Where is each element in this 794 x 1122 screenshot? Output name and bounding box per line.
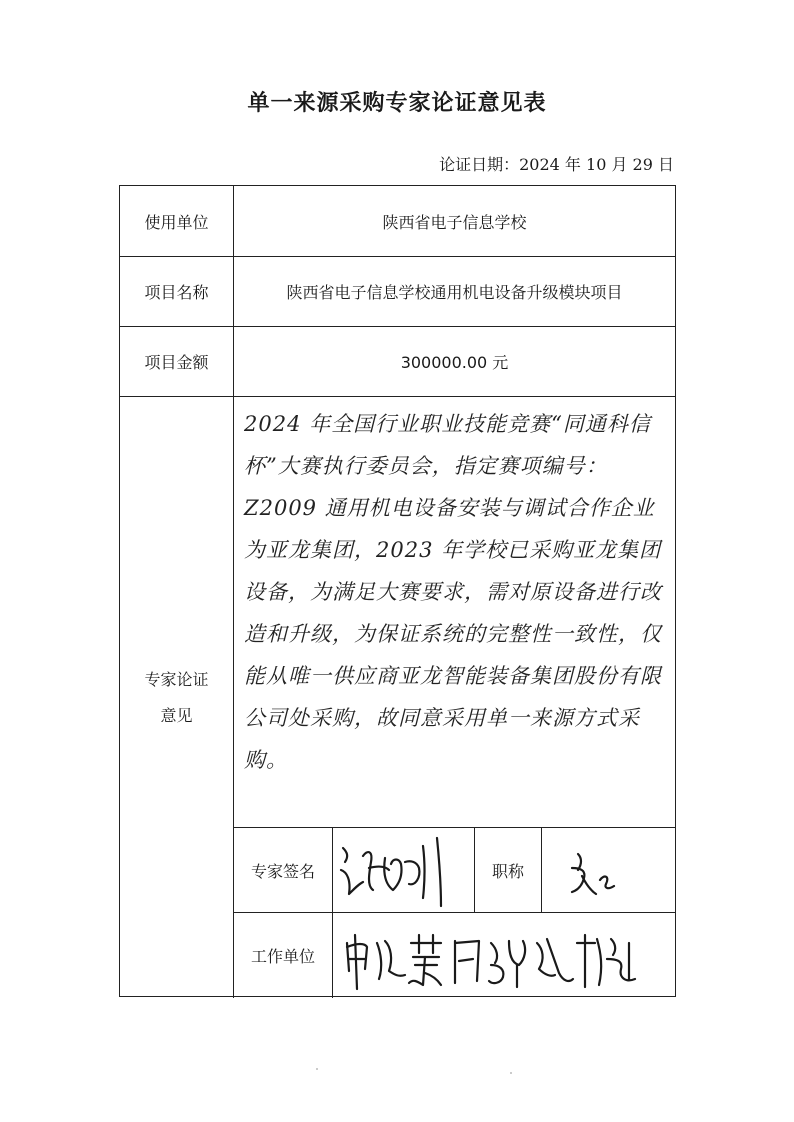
project-amount-label: 项目金额: [120, 327, 234, 396]
project-name-value: 陕西省电子信息学校通用机电设备升级模块项目: [286, 283, 623, 302]
scan-speck: [316, 1068, 318, 1070]
expert-opinion-handwritten-text: 2024 年全国行业职业技能竞赛“同通科信杯”大赛执行委员会，指定赛项编号：Z2009 通用机电设备安装与调试合作企业为亚龙集团，2023 年学校已采购亚龙集团设备，为满足大赛要求，需对原设备进行改造和升级，为保证系统的完整性一致性，仅能从唯一供应商亚龙智能装备集团股份有限公司处采购，故同意采用单一来源方式采购。: [244, 412, 662, 772]
job-title-value: [542, 828, 675, 912]
work-unit-label: 工作单位: [234, 913, 333, 998]
expert-signature-label: 专家签名: [234, 828, 333, 912]
review-date: 论证日期：2024 年 10 月 29 日: [439, 155, 674, 174]
scan-speck: [510, 1072, 512, 1074]
row-using-unit: [120, 186, 675, 257]
project-amount-value: 300000.00 元: [400, 353, 509, 372]
expert-opinion-label-line2: 意见: [160, 705, 193, 725]
handwritten-signature-icon: [333, 828, 475, 913]
row-project-name: [120, 257, 675, 327]
handwritten-title-icon: [542, 828, 676, 913]
signature-grid: [234, 827, 675, 998]
using-unit-value: 陕西省电子信息学校: [382, 212, 527, 232]
row-project-amount: [120, 327, 675, 397]
job-title-label: 职称: [475, 828, 542, 912]
using-unit-label: 使用单位: [120, 186, 234, 256]
work-unit-value: [333, 913, 675, 998]
project-name-label: 项目名称: [120, 257, 234, 326]
expert-signature: [333, 828, 475, 912]
work-unit-row: [234, 913, 675, 998]
page-title: 单一来源采购专家论证意见表: [247, 91, 547, 116]
row-expert-opinion: [120, 397, 675, 998]
opinion-form-table: [119, 185, 676, 997]
handwritten-work-unit-icon: [333, 913, 676, 998]
signature-row: [234, 828, 675, 913]
expert-opinion-label: [120, 397, 234, 998]
expert-opinion-label-line1: 专家论证: [144, 669, 209, 689]
